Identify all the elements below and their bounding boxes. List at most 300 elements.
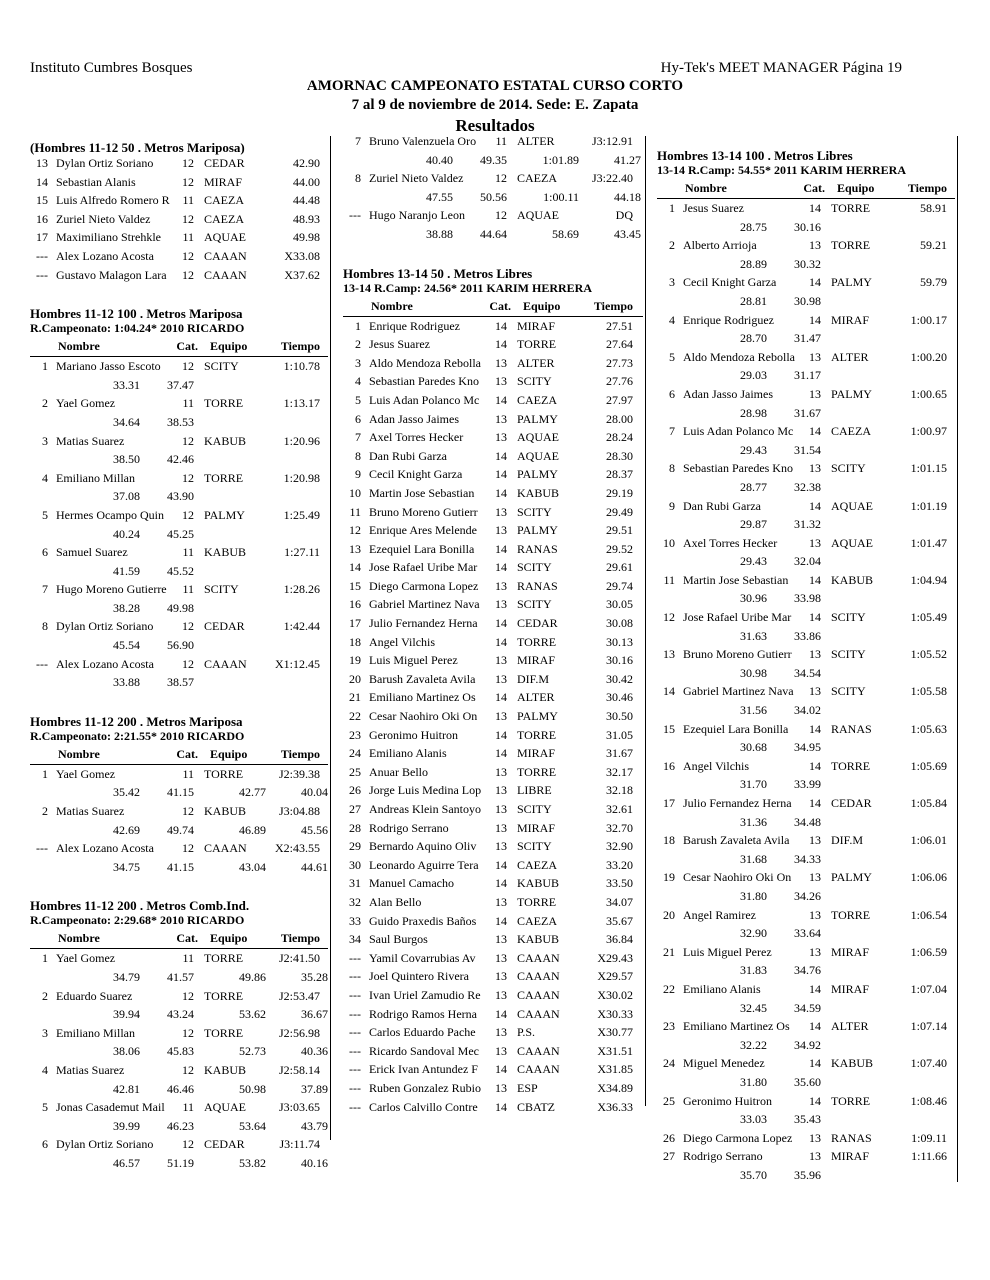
result-row bbox=[657, 571, 955, 590]
age-category: 12 bbox=[182, 248, 194, 263]
meet-subtitle: 7 al 9 de noviembre de 2014. Sede: E. Zapata bbox=[351, 97, 639, 113]
swimmer-name: Gabriel Martinez Nava bbox=[369, 597, 480, 612]
swimmer-name: Enrique Rodriguez bbox=[683, 312, 774, 327]
result-row bbox=[343, 1098, 643, 1117]
result-row bbox=[657, 1017, 955, 1036]
age-category: 13 bbox=[495, 894, 507, 909]
split-time: 28.70 bbox=[740, 331, 767, 346]
final-time: 28.37 bbox=[606, 467, 633, 482]
result-row bbox=[657, 348, 955, 367]
result-row bbox=[343, 763, 643, 782]
split-time: 32.04 bbox=[794, 554, 821, 569]
team-code: CAAAN bbox=[204, 267, 247, 282]
team-code: SCITY bbox=[517, 839, 552, 854]
final-time: 48.93 bbox=[293, 211, 320, 226]
swimmer-name: Rodrigo Serrano bbox=[683, 1149, 763, 1164]
team-code: CAAAN bbox=[517, 987, 560, 1002]
age-category: 12 bbox=[182, 841, 194, 856]
split-time: 28.98 bbox=[740, 405, 767, 420]
final-time: 1:07.14 bbox=[910, 1019, 947, 1034]
place: 12 bbox=[663, 610, 675, 625]
team-code: CAAAN bbox=[517, 969, 560, 984]
team-code: KABUB bbox=[517, 932, 560, 947]
split-time: 35.70 bbox=[740, 1167, 767, 1182]
result-row bbox=[343, 354, 643, 373]
place: 15 bbox=[36, 193, 48, 208]
age-category: 14 bbox=[809, 572, 821, 587]
splits-row bbox=[657, 366, 955, 385]
split-time: 41.57 bbox=[167, 970, 194, 984]
column-header bbox=[30, 746, 328, 765]
split-time: 31.17 bbox=[794, 368, 821, 383]
place: 33 bbox=[349, 913, 361, 928]
final-time: X33.08 bbox=[284, 248, 320, 263]
result-row bbox=[343, 484, 643, 503]
swimmer-name: Alberto Arrioja bbox=[683, 238, 757, 253]
age-category: 12 bbox=[182, 1025, 194, 1040]
place: 18 bbox=[349, 634, 361, 649]
final-time: 1:20.98 bbox=[283, 470, 320, 485]
splits-row bbox=[657, 627, 955, 646]
team-code: CAEZA bbox=[831, 424, 871, 439]
age-category: 12 bbox=[182, 1062, 194, 1077]
final-time: 44.48 bbox=[293, 193, 320, 208]
final-time: 32.70 bbox=[606, 820, 633, 835]
final-time: 27.64 bbox=[606, 337, 633, 352]
swimmer-name: Alex Lozano Acosta bbox=[56, 841, 154, 856]
swimmer-name: Hugo Moreno Gutierre bbox=[56, 582, 167, 597]
age-category: 11 bbox=[182, 545, 194, 560]
final-time: X30.77 bbox=[597, 1025, 633, 1040]
final-time: X30.02 bbox=[597, 987, 633, 1002]
event-title: Hombres 11-12 100 . Metros Mariposa bbox=[30, 306, 243, 322]
final-time: 59.21 bbox=[920, 238, 947, 253]
result-row bbox=[657, 459, 955, 478]
final-time: 49.98 bbox=[293, 230, 320, 245]
place: 7 bbox=[355, 430, 361, 445]
split-time: 34.79 bbox=[113, 970, 140, 984]
result-row bbox=[657, 497, 955, 516]
split-time: 29.43 bbox=[740, 442, 767, 457]
event-title: Hombres 13-14 100 . Metros Libres bbox=[657, 148, 853, 163]
place: 13 bbox=[36, 156, 48, 170]
team-code: TORRE bbox=[831, 201, 871, 215]
split-time: 45.83 bbox=[167, 1044, 194, 1059]
age-category: 11 bbox=[182, 582, 194, 597]
team-code: SCITY bbox=[831, 684, 866, 699]
place: 34 bbox=[349, 932, 361, 947]
place: 22 bbox=[349, 709, 361, 724]
swimmer-name: Matias Suarez bbox=[56, 1062, 125, 1077]
swimmer-name: Ivan Uriel Zamudio Re bbox=[369, 987, 481, 1002]
age-category: 13 bbox=[809, 1130, 821, 1145]
final-time: 34.07 bbox=[606, 894, 633, 909]
place: 5 bbox=[42, 507, 48, 522]
swimmer-name: Julio Fernandez Herna bbox=[369, 616, 478, 631]
age-category: 13 bbox=[495, 671, 507, 686]
split-time: 49.98 bbox=[167, 600, 194, 615]
swimmer-name: Dylan Ortiz Soriano bbox=[56, 619, 154, 634]
final-time: J2:58.14 bbox=[278, 1062, 320, 1077]
split-time: 49.35 bbox=[480, 152, 507, 167]
splits-row bbox=[657, 255, 955, 274]
age-category: 13 bbox=[495, 987, 507, 1002]
swimmer-name: Hermes Ocampo Quin bbox=[56, 507, 164, 522]
final-time: 27.51 bbox=[606, 318, 633, 333]
final-time: 1:25.49 bbox=[283, 507, 320, 522]
swimmer-name: Rodrigo Ramos Herna bbox=[369, 1006, 477, 1021]
splits-row bbox=[30, 1080, 328, 1099]
split-time: 35.96 bbox=[794, 1167, 821, 1182]
split-time: 31.70 bbox=[740, 777, 767, 792]
split-time: 44.64 bbox=[480, 226, 507, 241]
final-time: 30.16 bbox=[606, 653, 633, 668]
final-time: 1:08.46 bbox=[910, 1093, 947, 1108]
final-time: 27.76 bbox=[606, 374, 633, 389]
place: 27 bbox=[663, 1149, 675, 1164]
swimmer-name: Aldo Mendoza Rebolla bbox=[683, 349, 795, 364]
swimmer-name: Yael Gomez bbox=[56, 396, 116, 411]
team-code: KABUB bbox=[517, 876, 560, 891]
splits-row bbox=[657, 218, 955, 237]
team-code: CAAAN bbox=[517, 1043, 560, 1058]
age-category: 13 bbox=[809, 944, 821, 959]
age-category: 11 bbox=[182, 193, 194, 208]
team-code: TORRE bbox=[517, 894, 557, 909]
age-category: 11 bbox=[495, 134, 507, 148]
result-row bbox=[343, 317, 643, 336]
continued-event-title bbox=[30, 132, 328, 154]
split-time: 42.69 bbox=[113, 822, 140, 837]
result-row bbox=[30, 432, 328, 451]
splits-row bbox=[30, 968, 328, 987]
splits-row bbox=[657, 664, 955, 683]
age-category: 12 bbox=[182, 211, 194, 226]
split-time: 29.87 bbox=[740, 517, 767, 532]
place: 30 bbox=[349, 857, 361, 872]
team-code: TORRE bbox=[831, 238, 871, 253]
event-section bbox=[30, 890, 328, 912]
split-time: 30.98 bbox=[740, 665, 767, 680]
header-team: Equipo bbox=[210, 931, 248, 946]
swimmer-name: Bruno Valenzuela Oro bbox=[369, 134, 477, 148]
team-code: MIRAF bbox=[831, 944, 870, 959]
split-time: 30.32 bbox=[794, 256, 821, 271]
final-time: 30.50 bbox=[606, 709, 633, 724]
age-category: 12 bbox=[182, 267, 194, 282]
result-row bbox=[343, 912, 643, 931]
final-time: 27.73 bbox=[606, 355, 633, 370]
age-category: 14 bbox=[495, 746, 507, 761]
age-category: 13 bbox=[495, 1025, 507, 1040]
team-code: TORRE bbox=[831, 758, 871, 773]
place: 27 bbox=[349, 802, 361, 816]
place: 2 bbox=[42, 988, 48, 1003]
result-row bbox=[343, 707, 643, 726]
result-row bbox=[657, 422, 955, 441]
age-category: 13 bbox=[495, 523, 507, 538]
place: --- bbox=[349, 969, 361, 984]
split-time: 34.64 bbox=[113, 414, 140, 429]
place: 15 bbox=[349, 578, 361, 593]
swimmer-name: Dan Rubi Garza bbox=[369, 448, 447, 463]
team-code: AQUAE bbox=[204, 230, 246, 245]
swimmer-name: Angel Ramirez bbox=[683, 907, 756, 922]
result-row bbox=[343, 726, 643, 745]
swimmer-name: Dylan Ortiz Soriano bbox=[56, 1137, 154, 1152]
age-category: 12 bbox=[495, 171, 507, 186]
team-code: MIRAF bbox=[517, 653, 556, 668]
splits-row bbox=[657, 441, 955, 460]
split-time: 37.47 bbox=[167, 377, 194, 392]
age-category: 13 bbox=[495, 1080, 507, 1095]
place: 3 bbox=[355, 355, 361, 370]
place: 6 bbox=[355, 411, 361, 426]
team-code: PALMY bbox=[517, 523, 558, 538]
place: 11 bbox=[663, 572, 675, 587]
team-code: CAEZA bbox=[517, 392, 557, 407]
team-code: CAAAN bbox=[204, 841, 247, 856]
place: 19 bbox=[349, 653, 361, 668]
swimmer-name: Dan Rubi Garza bbox=[683, 498, 761, 513]
swimmer-name: Zuriel Nieto Valdez bbox=[369, 171, 464, 186]
final-time: 1:05.52 bbox=[910, 647, 947, 662]
age-category: 11 bbox=[182, 230, 194, 245]
splits-row bbox=[657, 292, 955, 311]
team-code: TORRE bbox=[204, 470, 244, 485]
result-row bbox=[657, 1092, 955, 1111]
final-time: 1:11.66 bbox=[911, 1149, 947, 1164]
splits-row bbox=[657, 924, 955, 943]
place: --- bbox=[349, 1025, 361, 1040]
swimmer-name: Carlos Calvillo Contre bbox=[369, 1099, 478, 1114]
result-row bbox=[30, 1098, 328, 1117]
result-row bbox=[343, 633, 643, 652]
result-row bbox=[657, 1054, 955, 1073]
result-row bbox=[657, 831, 955, 850]
final-time: 29.74 bbox=[606, 578, 633, 593]
split-time: 45.25 bbox=[167, 526, 194, 541]
place: 1 bbox=[42, 359, 48, 374]
split-time: 30.98 bbox=[794, 293, 821, 308]
split-time: 32.45 bbox=[740, 1000, 767, 1015]
place: 2 bbox=[42, 396, 48, 411]
result-row bbox=[343, 986, 643, 1005]
final-time: DQ bbox=[615, 208, 633, 223]
final-time: 1:00.97 bbox=[910, 424, 947, 439]
result-row bbox=[30, 506, 328, 525]
age-category: 12 bbox=[182, 619, 194, 634]
team-code: MIRAF bbox=[831, 312, 870, 327]
split-time: 31.47 bbox=[794, 331, 821, 346]
team-code: CEDAR bbox=[204, 156, 245, 170]
place: 11 bbox=[349, 504, 361, 519]
split-time: 31.68 bbox=[740, 851, 767, 866]
result-row bbox=[343, 949, 643, 968]
swimmer-name: Yael Gomez bbox=[56, 951, 116, 966]
split-time: 46.89 bbox=[239, 822, 266, 837]
split-time: 53.64 bbox=[239, 1118, 266, 1133]
age-category: 14 bbox=[809, 796, 821, 810]
team-code: CBATZ bbox=[517, 1099, 556, 1114]
record-line bbox=[30, 320, 328, 338]
split-time: 31.36 bbox=[740, 814, 767, 829]
splits-row bbox=[657, 1073, 955, 1092]
result-row bbox=[30, 210, 328, 229]
header-category: Cat. bbox=[176, 339, 198, 354]
result-row bbox=[30, 154, 328, 173]
swimmer-name: Manuel Camacho bbox=[369, 876, 454, 891]
place: 29 bbox=[349, 839, 361, 854]
place: 16 bbox=[349, 597, 361, 612]
final-time: 32.18 bbox=[606, 783, 633, 798]
split-time: 30.16 bbox=[794, 219, 821, 234]
age-category: 12 bbox=[182, 359, 194, 374]
place: 17 bbox=[36, 230, 48, 245]
swimmer-name: Leonardo Aguirre Tera bbox=[369, 857, 479, 872]
place: 7 bbox=[42, 582, 48, 597]
split-time: 46.57 bbox=[113, 1155, 140, 1170]
swimmer-name: Barush Zavaleta Avila bbox=[369, 671, 476, 686]
result-row bbox=[343, 688, 643, 707]
age-category: 12 bbox=[182, 804, 194, 819]
column-divider bbox=[957, 136, 958, 1182]
header-category: Cat. bbox=[489, 298, 511, 313]
swimmer-name: Ruben Gonzalez Rubio bbox=[369, 1080, 481, 1095]
split-time: 40.40 bbox=[426, 152, 453, 167]
team-code: MIRAF bbox=[517, 820, 556, 835]
result-row bbox=[657, 868, 955, 887]
result-row bbox=[30, 617, 328, 636]
split-time: 34.54 bbox=[794, 665, 821, 680]
splits-row bbox=[657, 775, 955, 794]
place: 24 bbox=[349, 746, 361, 761]
result-row bbox=[343, 503, 643, 522]
swimmer-name: Cesar Naohiro Oki On bbox=[683, 870, 792, 885]
final-time: J3:12.91 bbox=[591, 134, 633, 148]
place: 6 bbox=[42, 1137, 48, 1152]
event-section bbox=[657, 140, 955, 162]
team-code: TORRE bbox=[517, 764, 557, 779]
team-code: AQUAE bbox=[831, 535, 873, 550]
final-time: 1:06.01 bbox=[910, 833, 947, 848]
swimmer-name: Joel Quintero Rivera bbox=[369, 969, 469, 984]
swimmer-name: Yael Gomez bbox=[56, 766, 116, 781]
place: 13 bbox=[663, 647, 675, 662]
age-category: 14 bbox=[809, 498, 821, 513]
final-time: 30.42 bbox=[606, 671, 633, 686]
place: 8 bbox=[355, 448, 361, 463]
team-code: PALMY bbox=[517, 467, 558, 482]
split-time: 45.56 bbox=[301, 822, 328, 837]
split-time: 28.75 bbox=[740, 219, 767, 234]
place: --- bbox=[36, 267, 48, 282]
age-category: 14 bbox=[495, 448, 507, 463]
result-row bbox=[343, 1005, 643, 1024]
split-time: 31.63 bbox=[740, 628, 767, 643]
place: 2 bbox=[42, 804, 48, 819]
final-time: 1:00.17 bbox=[910, 312, 947, 327]
final-time: 29.49 bbox=[606, 504, 633, 519]
place: 26 bbox=[663, 1130, 675, 1145]
place: 1 bbox=[42, 766, 48, 781]
team-code: PALMY bbox=[204, 507, 245, 522]
split-time: 32.22 bbox=[740, 1037, 767, 1052]
split-time: 33.31 bbox=[113, 377, 140, 392]
final-time: 1:05.84 bbox=[910, 796, 947, 810]
header-category: Cat. bbox=[176, 746, 198, 761]
team-code: KABUB bbox=[204, 545, 247, 560]
team-code: PALMY bbox=[831, 870, 872, 885]
final-time: 1:01.19 bbox=[910, 498, 947, 513]
split-time: 33.64 bbox=[794, 926, 821, 941]
team-code: ALTER bbox=[831, 349, 869, 364]
place: 18 bbox=[663, 833, 675, 848]
swimmer-name: Eduardo Suarez bbox=[56, 988, 133, 1003]
result-row bbox=[657, 1147, 955, 1166]
swimmer-name: Alex Lozano Acosta bbox=[56, 656, 154, 671]
final-time: X36.33 bbox=[597, 1099, 633, 1114]
team-code: PALMY bbox=[831, 275, 872, 290]
split-time: 43.45 bbox=[614, 226, 641, 241]
final-time: X2:43.55 bbox=[275, 841, 320, 856]
age-category: 14 bbox=[809, 1019, 821, 1034]
place: --- bbox=[349, 208, 361, 223]
result-row bbox=[343, 614, 643, 633]
result-row bbox=[657, 534, 955, 553]
split-time: 39.99 bbox=[113, 1118, 140, 1133]
place: 6 bbox=[669, 386, 675, 401]
split-time: 38.57 bbox=[167, 675, 194, 690]
age-category: 13 bbox=[809, 1149, 821, 1164]
event-title: Hombres 13-14 50 . Metros Libres bbox=[343, 265, 533, 281]
split-time: 43.04 bbox=[239, 859, 266, 874]
place: --- bbox=[36, 841, 48, 856]
final-time: 1:06.59 bbox=[910, 944, 947, 959]
final-time: 32.90 bbox=[606, 839, 633, 854]
splits-row bbox=[343, 188, 643, 207]
team-code: PALMY bbox=[831, 386, 872, 401]
split-time: 31.56 bbox=[740, 703, 767, 718]
team-code: CAEZA bbox=[204, 193, 244, 208]
split-time: 40.04 bbox=[301, 785, 328, 800]
age-category: 11 bbox=[182, 766, 194, 781]
split-time: 43.24 bbox=[167, 1007, 194, 1022]
team-code: AQUAE bbox=[204, 1100, 246, 1115]
swimmer-name: Julio Fernandez Herna bbox=[683, 796, 792, 810]
team-code: CAAAN bbox=[204, 248, 247, 263]
place: --- bbox=[349, 1080, 361, 1095]
record-line bbox=[657, 162, 955, 180]
splits-row bbox=[657, 961, 955, 980]
splits-row bbox=[657, 589, 955, 608]
section-gap bbox=[30, 876, 328, 890]
splits-row bbox=[657, 478, 955, 497]
swimmer-name: Andreas Klein Santoyo bbox=[369, 802, 481, 816]
team-code: SCITY bbox=[517, 374, 552, 389]
age-category: 11 bbox=[182, 1100, 194, 1115]
split-time: 49.86 bbox=[239, 970, 266, 984]
swimmer-name: Martin Jose Sebastian bbox=[369, 485, 475, 500]
age-category: 14 bbox=[495, 467, 507, 482]
section-gap bbox=[30, 692, 328, 706]
final-time: 29.19 bbox=[606, 485, 633, 500]
split-time: 42.81 bbox=[113, 1081, 140, 1096]
place: 1 bbox=[355, 318, 361, 333]
swimmer-name: Emiliano Millan bbox=[56, 1025, 135, 1040]
team-code: CEDAR bbox=[204, 1137, 245, 1152]
team-code: RANAS bbox=[831, 1130, 872, 1145]
